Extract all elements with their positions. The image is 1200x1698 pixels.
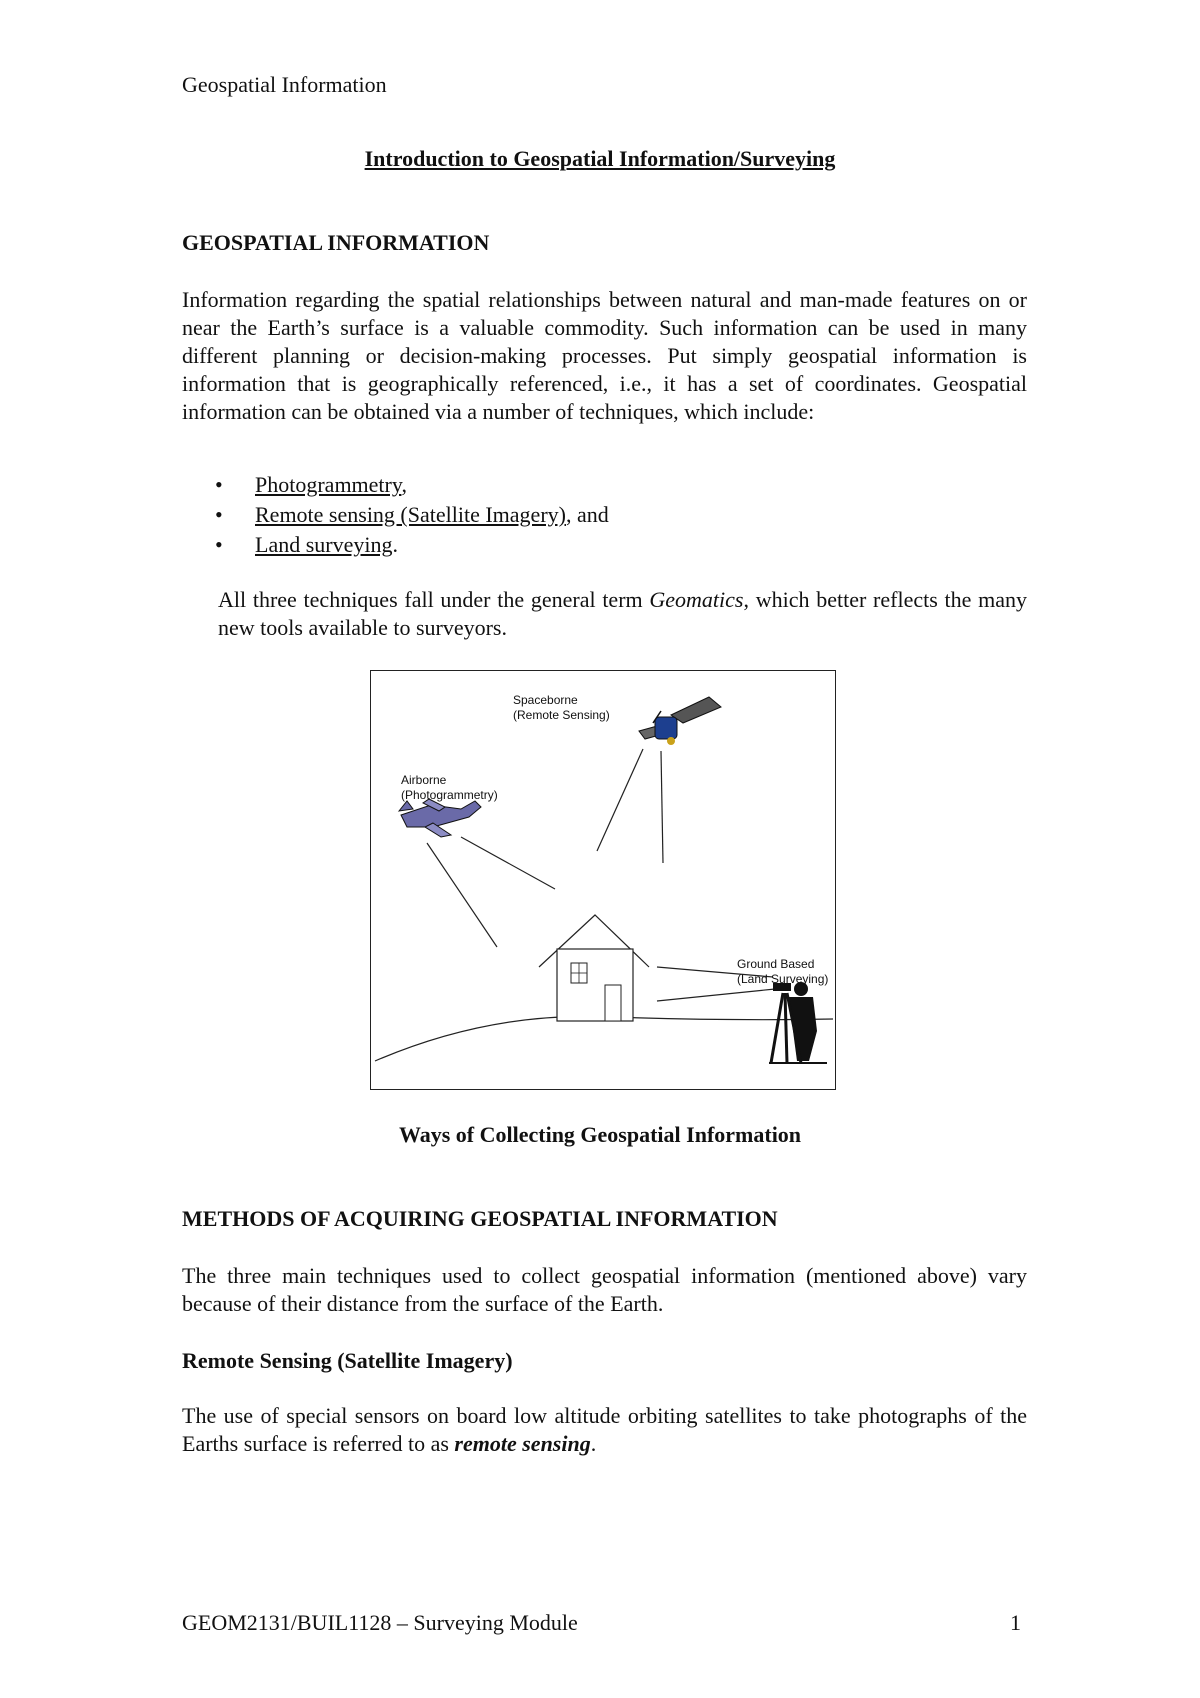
remote-sensing-term: remote sensing <box>454 1431 591 1456</box>
methods-paragraph: The three main techniques used to collect geospatial information (mentioned above) vary because of their distance from the surface of the Earth. <box>182 1263 1027 1316</box>
remote-sensing-link[interactable]: Remote sensing (Satellite Imagery) <box>255 502 566 527</box>
subheading-remote-sensing: Remote Sensing (Satellite Imagery) <box>182 1348 513 1373</box>
surveyor-icon <box>769 982 827 1063</box>
geomatics-term: Geomatics <box>649 587 744 612</box>
satellite-icon <box>639 697 721 745</box>
airborne-label: Airborne (Photogrammetry) <box>401 773 498 802</box>
figure-illustration <box>371 671 837 1091</box>
section-heading-geospatial-information: GEOSPATIAL INFORMATION <box>182 230 490 255</box>
satellite-ray <box>661 751 663 863</box>
house-icon <box>539 915 649 1021</box>
satellite-ray <box>597 749 643 851</box>
list-item: • Land surveying. <box>215 530 609 560</box>
remote-sensing-paragraph: The use of special sensors on board low altitude orbiting satellites to take photographs of the Earths surface is referred to as remote sensing. <box>182 1403 1027 1456</box>
list-item: • Photogrammetry, <box>215 470 609 500</box>
geospatial-collection-figure <box>370 670 836 1090</box>
intro-paragraph: Information regarding the spatial relationships between natural and man-made features on or near the Earth’s surface is a valuable commodity. Such information can be used in many different planning or decision-making processes. Put simply geospatial information is information that is geographically referenced, i.e., it has a set of coordinates. Geospatial information can be obtained via a number of techniques, which include: <box>182 287 1027 424</box>
figure-caption: Ways of Collecting Geospatial Information <box>398 1122 802 1147</box>
airplane-ray <box>461 837 555 889</box>
list-item: • Remote sensing (Satellite Imagery), and <box>215 500 609 530</box>
surveyor-ray <box>657 989 775 1001</box>
document-title: Introduction to Geospatial Information/Surveying <box>364 146 836 171</box>
airplane-ray <box>427 843 497 947</box>
spaceborne-label: Spaceborne (Remote Sensing) <box>513 693 610 722</box>
ground-based-label: Ground Based (Land Surveying) <box>737 957 829 986</box>
land-surveying-link[interactable]: Land surveying <box>255 532 393 557</box>
footer-module: GEOM2131/BUIL1128 – Surveying Module <box>182 1610 578 1635</box>
running-header: Geospatial Information <box>182 72 387 97</box>
earth-surface-curve <box>375 1016 833 1061</box>
techniques-list <box>215 470 609 560</box>
photogrammetry-link[interactable]: Photogrammetry <box>255 472 402 497</box>
section-heading-methods: METHODS OF ACQUIRING GEOSPATIAL INFORMATION <box>182 1206 778 1231</box>
geomatics-paragraph: All three techniques fall under the general term Geomatics, which better reflects the many new tools available to surveyors. <box>218 587 1027 640</box>
airplane-icon <box>399 799 481 837</box>
page-number: 1 <box>1010 1610 1021 1635</box>
